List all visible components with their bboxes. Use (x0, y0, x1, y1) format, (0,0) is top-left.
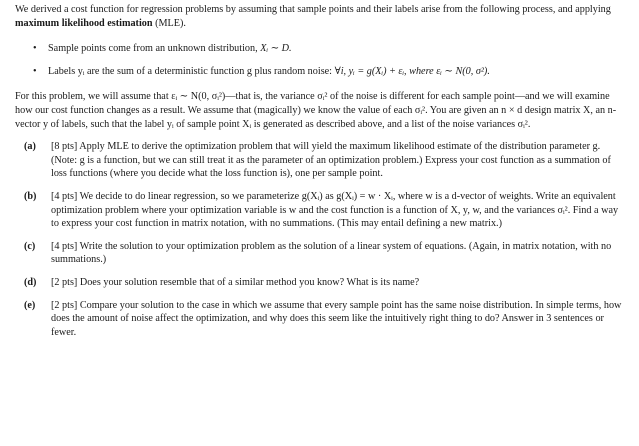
part-label: (c) (24, 240, 36, 252)
part-text: [4 pts] Write the solution to your optimization problem as the solution of a linear system of equations. (Again, in matrix notation, with no summations.) (51, 240, 612, 266)
assumption-text: Sample points come from an unknown distribution, (48, 43, 261, 55)
part-label: (b) (24, 190, 37, 202)
bullet-icon: • (33, 65, 37, 77)
setup-paragraph: For this problem, we will assume that εᵢ ∼ N(0, σᵢ²)—that is, the variance σᵢ² of the noise is different for each sample point—and we will examine how our cost function changes as a result. We assume that (magically) we know the value of each σᵢ². You are given an n × d design matrix X, an n-vector y of labels, such that the label yᵢ of sample point Xᵢ is generated as described above, and a list of the noise variances σᵢ². (15, 91, 617, 130)
part-label: (a) (24, 141, 36, 153)
assumption-math: Xᵢ ∼ D. (260, 43, 292, 55)
intro-text-1: We derived a cost function for regression problems by assuming that sample points and their labels arise from the following process, and applying (15, 4, 611, 15)
question-parts (15, 140, 627, 339)
assumption-item (15, 65, 627, 79)
intro-bold-term: maximum likelihood estimation (15, 17, 153, 29)
assumption-item (15, 42, 627, 56)
intro-text-2: (MLE). (152, 17, 186, 29)
question-part (15, 240, 627, 267)
question-part (15, 276, 627, 290)
question-part (15, 140, 627, 181)
intro-paragraph (15, 3, 627, 30)
part-text: [2 pts] Compare your solution to the case in which we assume that every sample point has the same noise distribution. In simple terms, how does the amount of noise affect the optimization, and why does this seem like the intuitively right thing to do? Answer in 3 sentences or fewer. (51, 299, 622, 338)
assumption-text: Labels yᵢ are the sum of a deterministic function g plus random noise: (48, 65, 335, 77)
assumption-list (15, 42, 627, 78)
part-text: [4 pts] We decide to do linear regression, so we parameterize g(Xᵢ) as g(Xᵢ) = w · Xᵢ, where w is a d-vector of weights. Write an equivalent optimization problem where your optimization variable is w and the cost function is a function of X, y, w, and the variances σᵢ². Find a way to express your cost function in matrix notation, with no summations. (This may entail defining a new matrix.) (51, 190, 619, 230)
part-label: (e) (24, 299, 36, 311)
question-part (15, 190, 627, 231)
question-part (15, 299, 627, 340)
part-label: (d) (24, 276, 37, 288)
bullet-icon: • (33, 43, 37, 55)
part-text: [2 pts] Does your solution resemble that of a similar method you know? What is its name? (51, 276, 420, 288)
assumption-math: ∀i, yᵢ = g(Xᵢ) + εᵢ, where εᵢ ∼ N(0, σ²). (334, 65, 490, 77)
document-page (15, 3, 627, 348)
part-text: [8 pts] Apply MLE to derive the optimization problem that will yield the maximum likelihood estimate of the distribution parameter g. (Note: g is a function, but we can still treat it as the parameter of an optimization problem.) Express your cost function as a summation of loss functions (where you decide what the loss function is), one per sample point. (51, 141, 611, 180)
